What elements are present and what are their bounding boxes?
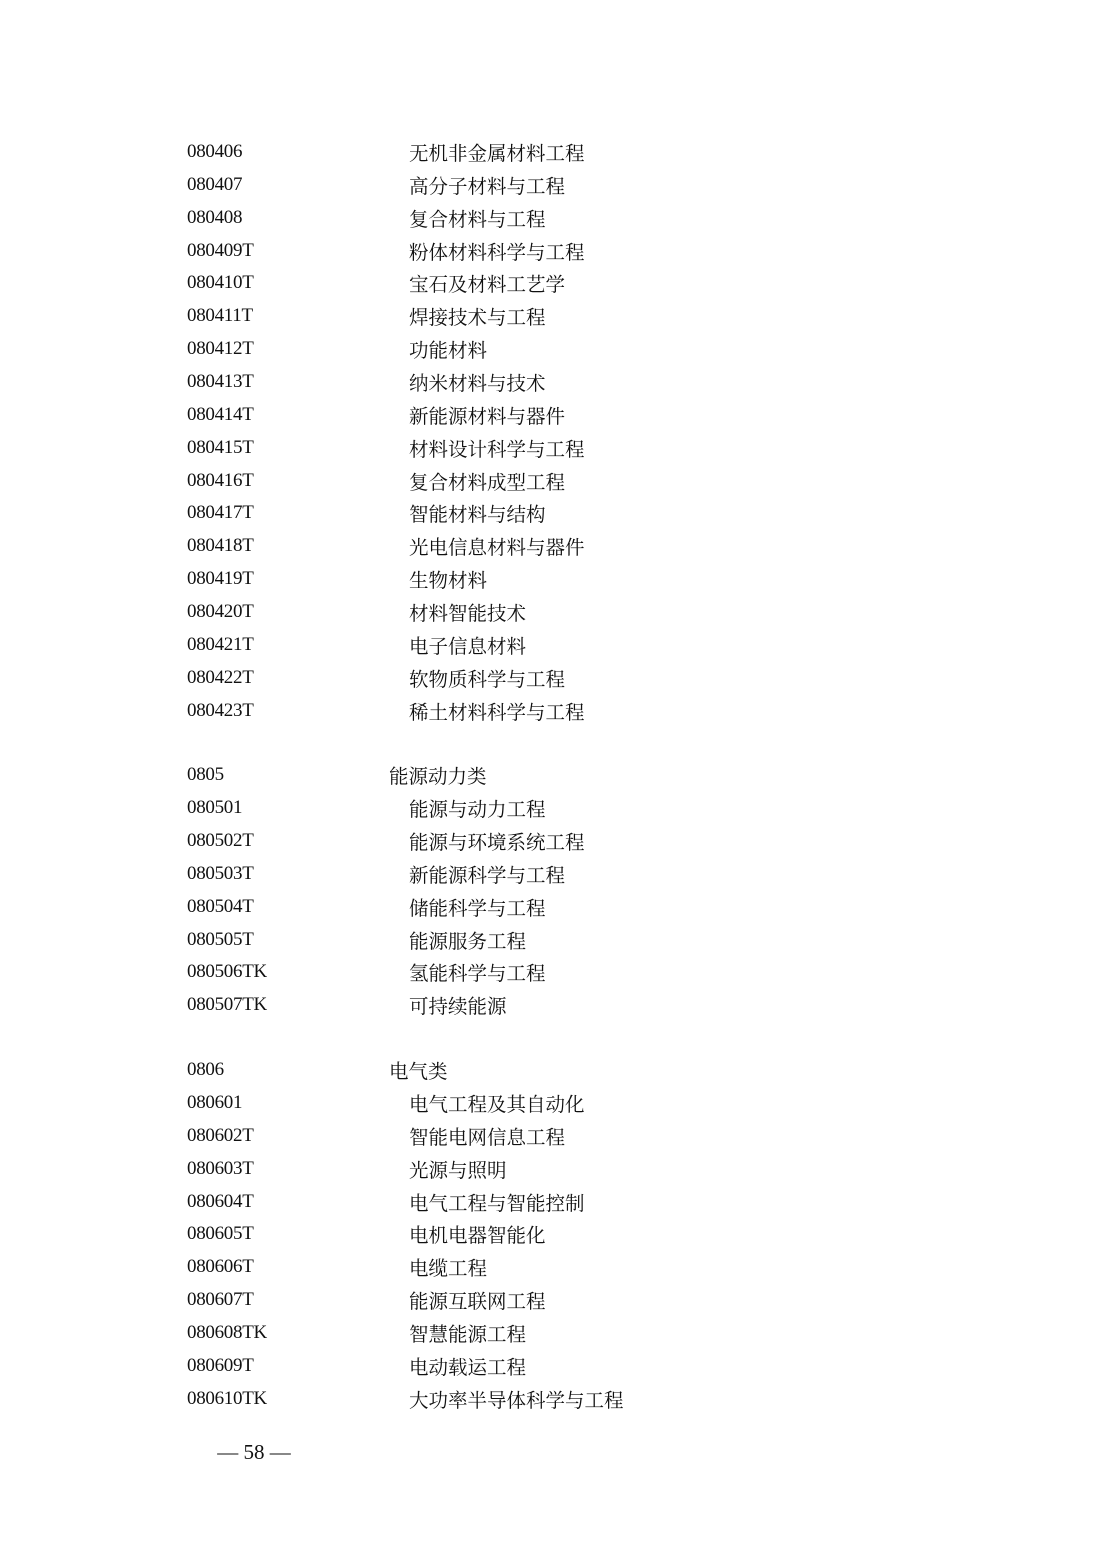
major-row: [0, 892, 1102, 922]
major-name: 电气工程及其自动化: [409, 1093, 585, 1116]
major-code: 080502T: [187, 830, 254, 851]
major-code: 080422T: [187, 666, 254, 688]
major-row: [0, 1351, 1102, 1381]
major-row: [0, 433, 1102, 463]
major-code: 080608TK: [187, 1321, 267, 1343]
major-row: [0, 170, 1102, 200]
major-code: 080409T: [187, 239, 254, 261]
major-code: 080604T: [187, 1190, 254, 1212]
major-code: 080419T: [187, 568, 254, 590]
major-name: 光电信息材料与器件: [409, 536, 585, 560]
major-code: 080414T: [187, 403, 254, 425]
major-row: [0, 301, 1102, 331]
major-row: [0, 1088, 1102, 1118]
major-name: 智能电网信息工程: [409, 1125, 566, 1149]
major-name: 电子信息材料: [409, 634, 527, 658]
major-code: 080505T: [187, 928, 254, 950]
major-name: 生物材料: [409, 569, 488, 593]
major-row: [0, 400, 1102, 430]
major-row: [0, 236, 1102, 266]
major-name: 能源与动力工程: [409, 798, 546, 822]
major-name: 能源互联网工程: [409, 1290, 546, 1313]
major-name: 电气工程与智能控制: [409, 1191, 585, 1215]
category-row: [0, 760, 1102, 790]
major-row: [0, 925, 1102, 955]
major-name: 焊接技术与工程: [409, 306, 546, 330]
major-name: 材料设计科学与工程: [409, 437, 585, 461]
major-code: 080506TK: [187, 961, 267, 983]
major-name: 能源与环境系统工程: [409, 831, 585, 854]
page-number: — 58 —: [217, 1440, 291, 1464]
major-name: 智能材料与结构: [409, 503, 546, 527]
major-code: 080504T: [187, 895, 254, 917]
major-row: [0, 466, 1102, 496]
major-name: 高分子材料与工程: [409, 174, 566, 198]
major-code: 080407: [187, 173, 243, 195]
major-row: [0, 498, 1102, 528]
major-row: [0, 990, 1102, 1020]
major-row: [0, 597, 1102, 627]
major-code: 080607T: [187, 1289, 254, 1310]
major-name: 纳米材料与技术: [409, 372, 546, 395]
major-name: 无机非金属材料工程: [409, 142, 585, 165]
major-code: 080501: [187, 797, 243, 819]
major-code: 080507TK: [187, 994, 267, 1016]
major-name: 储能科学与工程: [409, 896, 546, 920]
major-row: [0, 630, 1102, 660]
major-code: 080503T: [187, 862, 254, 884]
major-code: 080609T: [187, 1354, 254, 1376]
major-row: [0, 663, 1102, 693]
major-row: [0, 367, 1102, 397]
major-code: 080417T: [187, 502, 254, 524]
major-code: 080605T: [187, 1223, 254, 1245]
category-row: [0, 1055, 1102, 1085]
category-code: 0805: [187, 764, 224, 786]
major-code: 080606T: [187, 1256, 254, 1278]
major-code: 080610TK: [187, 1387, 267, 1409]
major-row: [0, 957, 1102, 987]
major-code: 080415T: [187, 436, 254, 458]
major-name: 宝石及材料工艺学: [409, 273, 566, 297]
major-name: 新能源材料与器件: [409, 404, 566, 428]
major-code: 080411T: [187, 305, 253, 327]
major-name: 软物质科学与工程: [409, 667, 566, 691]
major-name: 功能材料: [409, 339, 488, 363]
major-name: 粉体材料科学与工程: [409, 240, 585, 264]
major-name: 氢能科学与工程: [409, 962, 546, 986]
major-row: [0, 696, 1102, 726]
major-name: 复合材料成型工程: [409, 470, 566, 494]
major-name: 稀土材料科学与工程: [409, 700, 585, 724]
major-name: 电缆工程: [409, 1257, 488, 1281]
major-code: 080416T: [187, 469, 254, 491]
major-name: 电动载运工程: [409, 1355, 527, 1379]
major-row: [0, 531, 1102, 561]
major-code: 080602T: [187, 1124, 254, 1146]
major-code: 080418T: [187, 535, 254, 557]
major-row: [0, 1252, 1102, 1282]
major-code: 080421T: [187, 633, 254, 655]
major-code: 080410T: [187, 272, 254, 294]
major-code: 080601: [187, 1092, 243, 1113]
major-name: 电机电器智能化: [409, 1224, 546, 1248]
category-code: 0806: [187, 1059, 224, 1081]
major-code: 080603T: [187, 1157, 254, 1179]
major-name: 智慧能源工程: [409, 1322, 527, 1346]
major-row: [0, 859, 1102, 889]
major-row: [0, 793, 1102, 823]
major-name: 能源服务工程: [409, 929, 527, 953]
major-row: [0, 334, 1102, 364]
major-row: [0, 1318, 1102, 1348]
major-name: 可持续能源: [409, 995, 507, 1019]
category-name: 能源动力类: [389, 765, 487, 789]
major-row: [0, 1285, 1102, 1315]
major-code: 080408: [187, 206, 243, 228]
major-row: [0, 137, 1102, 167]
major-code: 080406: [187, 141, 243, 162]
major-name: 材料智能技术: [409, 601, 527, 625]
category-name: 电气类: [389, 1060, 448, 1084]
major-name: 光源与照明: [409, 1158, 507, 1182]
major-row: [0, 268, 1102, 298]
major-row: [0, 1219, 1102, 1249]
major-row: [0, 1121, 1102, 1151]
major-row: [0, 1154, 1102, 1184]
major-name: 复合材料与工程: [409, 207, 546, 231]
major-code: 080423T: [187, 699, 254, 721]
major-code: 080413T: [187, 371, 254, 392]
major-row: [0, 826, 1102, 856]
major-row: [0, 1384, 1102, 1414]
major-name: 新能源科学与工程: [409, 863, 566, 887]
major-row: [0, 1187, 1102, 1217]
major-row: [0, 203, 1102, 233]
major-code: 080412T: [187, 338, 254, 360]
major-row: [0, 564, 1102, 594]
major-code: 080420T: [187, 600, 254, 622]
major-name: 大功率半导体科学与工程: [409, 1388, 624, 1412]
